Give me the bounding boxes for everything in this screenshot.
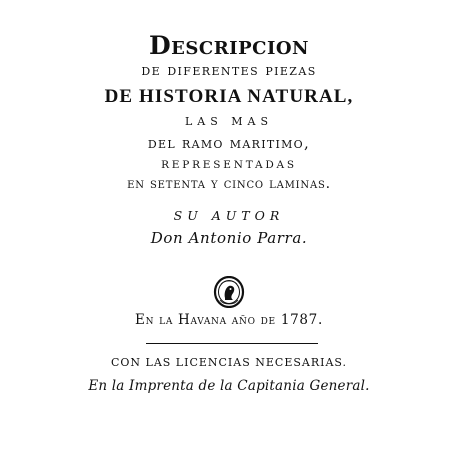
title-line-las-mas: LAS MAS	[184, 115, 274, 128]
title-line-laminas: en setenta y cinco laminas.	[127, 176, 331, 192]
author-label: SU AUTOR	[173, 208, 285, 223]
title-line-historia-natural: DE HISTORIA NATURAL,	[104, 86, 354, 107]
license-notice: CON LAS LICENCIAS NECESARIAS.	[110, 356, 348, 369]
medallion-svg	[213, 276, 245, 308]
oval-portrait-medallion-icon	[213, 276, 245, 308]
title-line-diferentes-piezas: de diferentes piezas	[141, 61, 317, 79]
title-line-representadas: REPRESENTADAS	[161, 159, 297, 171]
imprint-place-date: En la Havana año de 1787.	[135, 312, 323, 328]
title-line-descripcion: Descripcion	[148, 31, 310, 60]
author-name: Don Antonio Parra.	[150, 229, 308, 247]
printer-notice: En la Imprenta de la Capitania General.	[88, 378, 370, 394]
horizontal-rule	[146, 343, 318, 344]
title-line-ramo-maritimo: del ramo maritimo,	[147, 134, 311, 152]
